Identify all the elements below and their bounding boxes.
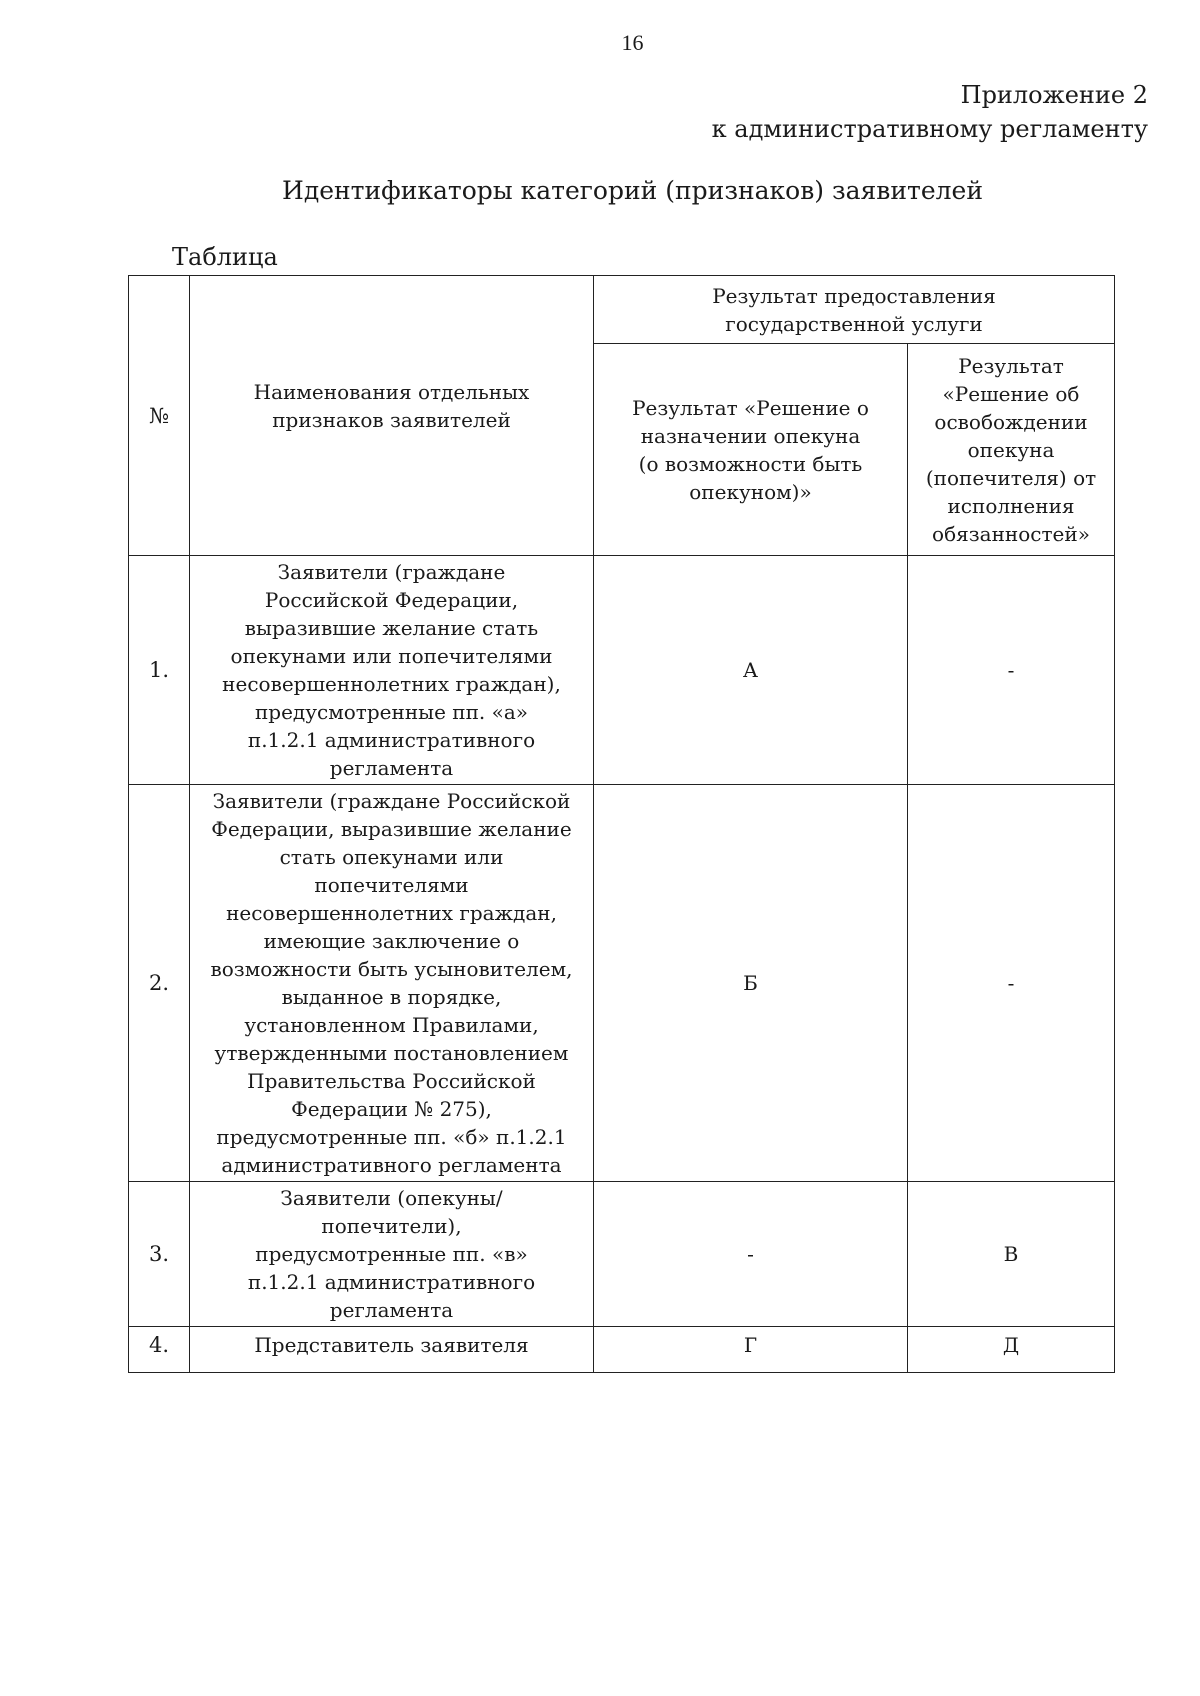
page-number: 16 bbox=[621, 30, 644, 55]
header-result-1: Результат «Решение о назначении опекуна (о возможности быть опекуном)» bbox=[594, 344, 908, 556]
table-caption: Таблица bbox=[172, 243, 278, 271]
row-result-1: - bbox=[594, 1182, 908, 1327]
row-number: 2. bbox=[129, 785, 190, 1182]
appendix-header bbox=[712, 78, 1148, 146]
row-number: 1. bbox=[129, 556, 190, 785]
row-name: Заявители (опекуны/попечители), предусмотренные пп. «в» п.1.2.1 административного регламента bbox=[190, 1182, 594, 1327]
header-result-group: Результат предоставления государственной услуги bbox=[594, 276, 1115, 344]
table-row bbox=[129, 1182, 1115, 1327]
row-name: Заявители (граждане Российской Федерации, выразившие желание стать опекунами или попечителями несовершеннолетних граждан), предусмотренные пп. «а» п.1.2.1 административного регламента bbox=[190, 556, 594, 785]
row-result-2: - bbox=[908, 785, 1115, 1182]
header-name: Наименования отдельных признаков заявителей bbox=[190, 276, 594, 556]
row-result-1: Б bbox=[594, 785, 908, 1182]
row-name: Представитель заявителя bbox=[190, 1327, 594, 1373]
header-row-1 bbox=[129, 276, 1115, 344]
applicant-categories-table bbox=[128, 275, 1115, 1373]
table-row bbox=[129, 556, 1115, 785]
row-result-2: - bbox=[908, 556, 1115, 785]
table-row bbox=[129, 1327, 1115, 1373]
row-result-2: В bbox=[908, 1182, 1115, 1327]
header-result-2: Результат «Решение об освобождении опекуна (попечителя) от исполнения обязанностей» bbox=[908, 344, 1115, 556]
row-result-1: Г bbox=[594, 1327, 908, 1373]
row-result-1: А bbox=[594, 556, 908, 785]
document-title: Идентификаторы категорий (признаков) заявителей bbox=[282, 176, 983, 205]
header-number: № bbox=[129, 276, 190, 556]
row-result-2: Д bbox=[908, 1327, 1115, 1373]
appendix-line-1: Приложение 2 bbox=[960, 81, 1148, 109]
row-name: Заявители (граждане Российской Федерации, выразившие желание стать опекунами или попечителями несовершеннолетних граждан, имеющие заключение о возможности быть усыновителем, выданное в порядке, установленном Правилами, утвержденными постановлением Правительства Российской Федерации № 275), предусмотренные пп. «б» п.1.2.1 административного регламента bbox=[190, 785, 594, 1182]
row-number: 4. bbox=[129, 1327, 190, 1373]
appendix-line-2: к административному регламенту bbox=[711, 115, 1148, 143]
table-row bbox=[129, 785, 1115, 1182]
row-number: 3. bbox=[129, 1182, 190, 1327]
